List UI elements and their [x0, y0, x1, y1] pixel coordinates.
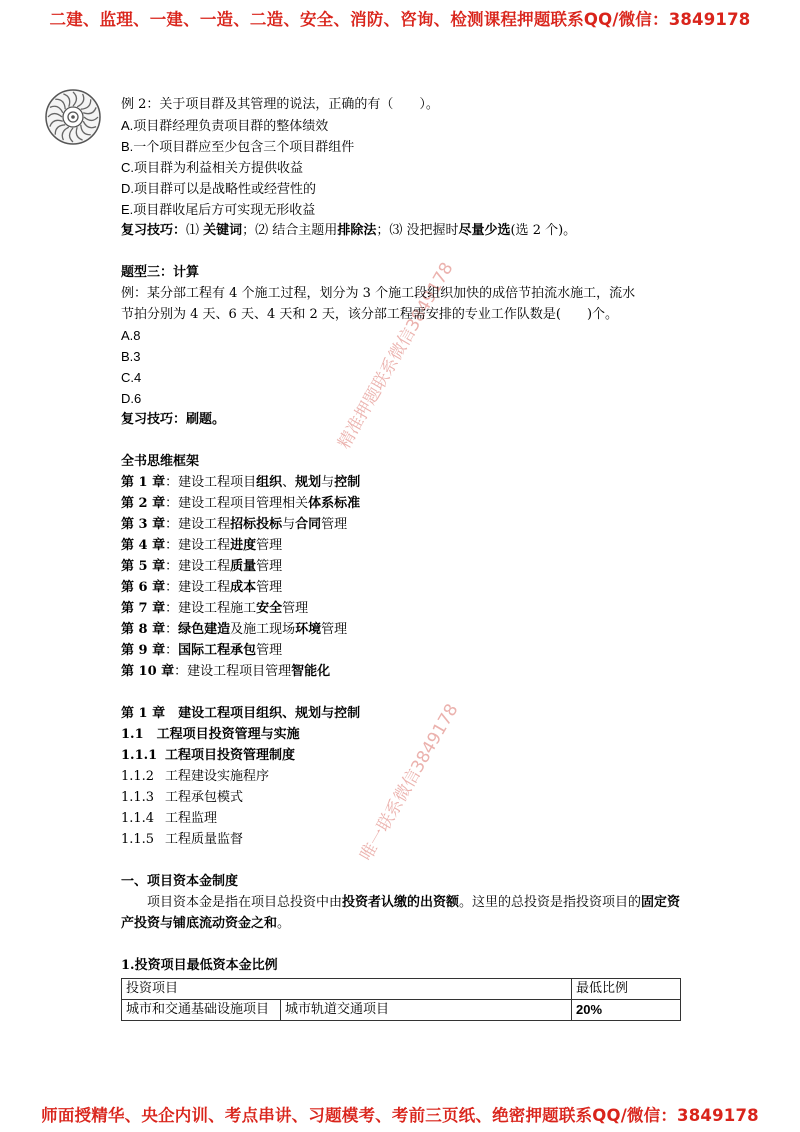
chapter-label: 第 5 章 — [121, 559, 166, 574]
subsection-item — [121, 766, 691, 787]
chapter-text: 招标投标 — [230, 517, 283, 532]
capital-paragraph: 项目资本金是指在项目总投资中由投资者认缴的出资额。这里的总投资是指投资项目的固定资产投资与铺底流动资金之和。 — [121, 895, 681, 931]
subsection-title: 工程监理 — [165, 811, 218, 826]
chapter-item — [121, 472, 691, 493]
option-b: B.一个项目群应至少包含三个项目群组件 — [121, 139, 355, 154]
chapter-text: ：建设工程 — [165, 538, 231, 553]
option-b: B.3 — [121, 349, 141, 364]
example2-question: 例 2：关于项目群及其管理的说法，正确的有（ ）。 — [121, 97, 439, 112]
watermark-text: 精准押题联系微信3849178 — [334, 259, 458, 453]
chapter-text: 管理 — [256, 559, 283, 574]
chapter-text: ：建设工程施工 — [165, 601, 257, 616]
chapter-item — [121, 535, 691, 556]
subsection-number: 1.1.3 — [121, 790, 155, 805]
section-heading: 1.1 工程项目投资管理与实施 — [121, 727, 300, 742]
chapter-text: 规划 — [295, 475, 322, 490]
option-a: A.项目群经理负责项目群的整体绩效 — [121, 118, 329, 133]
calc-question-line: 节拍分别为 4 天、6 天、4 天和 2 天，该分部工程需安排的专业工作队数是( )个。 — [121, 307, 619, 322]
option-d: D.6 — [121, 391, 142, 406]
chapter-label: 第 10 章 — [121, 664, 175, 679]
chapter-text: 管理 — [321, 622, 348, 637]
chapter-text: 与 — [321, 475, 335, 490]
chapter-item — [121, 514, 691, 535]
chapter-text: 管理 — [256, 580, 283, 595]
subsection-title: 工程建设实施程序 — [165, 769, 270, 784]
chapter-text: ：建设工程项目管理 — [174, 664, 292, 679]
subsection-number: 1.1.4 — [121, 811, 155, 826]
chapter-heading: 第 1 章 建设工程项目组织、规划与控制 — [121, 706, 361, 721]
subsection-number: 1.1.5 — [121, 832, 155, 847]
chapter-text: 质量 — [230, 559, 257, 574]
chapter-text: ： — [165, 643, 179, 658]
chapter-label: 第 6 章 — [121, 580, 166, 595]
chapter-text: 环境 — [295, 622, 322, 637]
chapter-text: 及施工现场 — [230, 622, 296, 637]
watermark-text: 唯一联系微信3849178 — [356, 700, 463, 865]
subsection-item — [121, 745, 691, 766]
chapter-text: 国际工程承包 — [178, 643, 257, 658]
table-title: 1.投资项目最低资本金比例 — [121, 958, 278, 973]
chapter-item — [121, 577, 691, 598]
chapter-label: 第 4 章 — [121, 538, 166, 553]
chapter-text: 成本 — [230, 580, 257, 595]
review-tip: 复习技巧：⑴ 关键词；⑵ 结合主题用排除法；⑶ 没把握时尽量少选(选 2 个)。 — [121, 223, 577, 238]
chapter-label: 第 2 章 — [121, 496, 166, 511]
top-contact-banner: 二建、监理、一建、一造、二造、安全、消防、咨询、检测课程押题联系QQ/微信：3849178 — [49, 10, 751, 29]
subsection-item — [121, 808, 691, 829]
subsection-title: 工程质量监督 — [165, 832, 244, 847]
option-c: C.4 — [121, 370, 142, 385]
chapter-text: ：建设工程 — [165, 580, 231, 595]
subsection-title: 工程项目投资管理制度 — [165, 748, 296, 763]
chapter-text: 安全 — [256, 601, 283, 616]
circular-seal-logo — [44, 88, 102, 146]
chapter-text: 、 — [282, 475, 296, 490]
table-cell: 城市轨道交通项目 — [281, 1000, 572, 1021]
chapter-label: 第 8 章 — [121, 622, 166, 637]
chapter-label: 第 1 章 — [121, 475, 166, 490]
chapter-text: ：建设工程 — [165, 517, 231, 532]
chapter-text: 管理 — [282, 601, 309, 616]
table-header-row — [122, 979, 681, 1000]
chapter-label: 第 7 章 — [121, 601, 166, 616]
subsection-title: 工程承包模式 — [165, 790, 244, 805]
chapter-item — [121, 619, 691, 640]
chapter-label: 第 3 章 — [121, 517, 166, 532]
chapter-text: 智能化 — [291, 664, 331, 679]
chapter-list — [121, 472, 691, 682]
option-d: D.项目群可以是战略性或经营性的 — [121, 181, 317, 196]
review-tip: 复习技巧：刷题。 — [121, 412, 226, 427]
chapter-text: 组织 — [256, 475, 283, 490]
chapter-label: 第 9 章 — [121, 643, 166, 658]
document-body — [121, 94, 691, 1021]
chapter-text: 体系标准 — [308, 496, 361, 511]
subsection-list — [121, 745, 691, 850]
option-a: A.8 — [121, 328, 141, 343]
chapter-text: ：建设工程 — [165, 559, 231, 574]
chapter-item — [121, 556, 691, 577]
subsection-number: 1.1.1 — [121, 748, 158, 763]
framework-heading: 全书思维框架 — [121, 454, 200, 469]
chapter-text: 与 — [282, 517, 296, 532]
chapter-text: ：建设工程项目 — [165, 475, 257, 490]
calc-question-line: 例：某分部工程有 4 个施工过程，划分为 3 个施工段组织加快的成倍节拍流水施工，流水 — [121, 286, 636, 301]
capital-ratio-table — [121, 978, 681, 1021]
table-header-cell: 投资项目 — [122, 979, 572, 1000]
chapter-text: 管理 — [321, 517, 348, 532]
option-e: E.项目群收尾后方可实现无形收益 — [121, 202, 316, 217]
chapter-text: 合同 — [295, 517, 322, 532]
subsection-number: 1.1.2 — [121, 769, 155, 784]
chapter-text: ：建设工程项目管理相关 — [165, 496, 309, 511]
bottom-contact-banner: 师面授精华、央企内训、考点串讲、习题模考、考前三页纸、绝密押题联系QQ/微信：3849178 — [41, 1106, 759, 1125]
subsection-item — [121, 787, 691, 808]
table-cell: 20% — [572, 1000, 681, 1021]
chapter-text: ： — [165, 622, 179, 637]
table-cell: 城市和交通基础设施项目 — [122, 1000, 281, 1021]
question-type-heading: 题型三：计算 — [121, 265, 200, 280]
chapter-item — [121, 661, 691, 682]
chapter-item — [121, 598, 691, 619]
chapter-item — [121, 493, 691, 514]
table-header-cell: 最低比例 — [572, 979, 681, 1000]
chapter-text: 控制 — [334, 475, 361, 490]
capital-heading: 一、项目资本金制度 — [121, 874, 239, 889]
chapter-text: 管理 — [256, 643, 283, 658]
table-row — [122, 1000, 681, 1021]
option-c: C.项目群为利益相关方提供收益 — [121, 160, 304, 175]
chapter-text: 管理 — [256, 538, 283, 553]
chapter-text: 进度 — [230, 538, 257, 553]
subsection-item — [121, 829, 691, 850]
chapter-text: 绿色建造 — [178, 622, 231, 637]
chapter-item — [121, 640, 691, 661]
